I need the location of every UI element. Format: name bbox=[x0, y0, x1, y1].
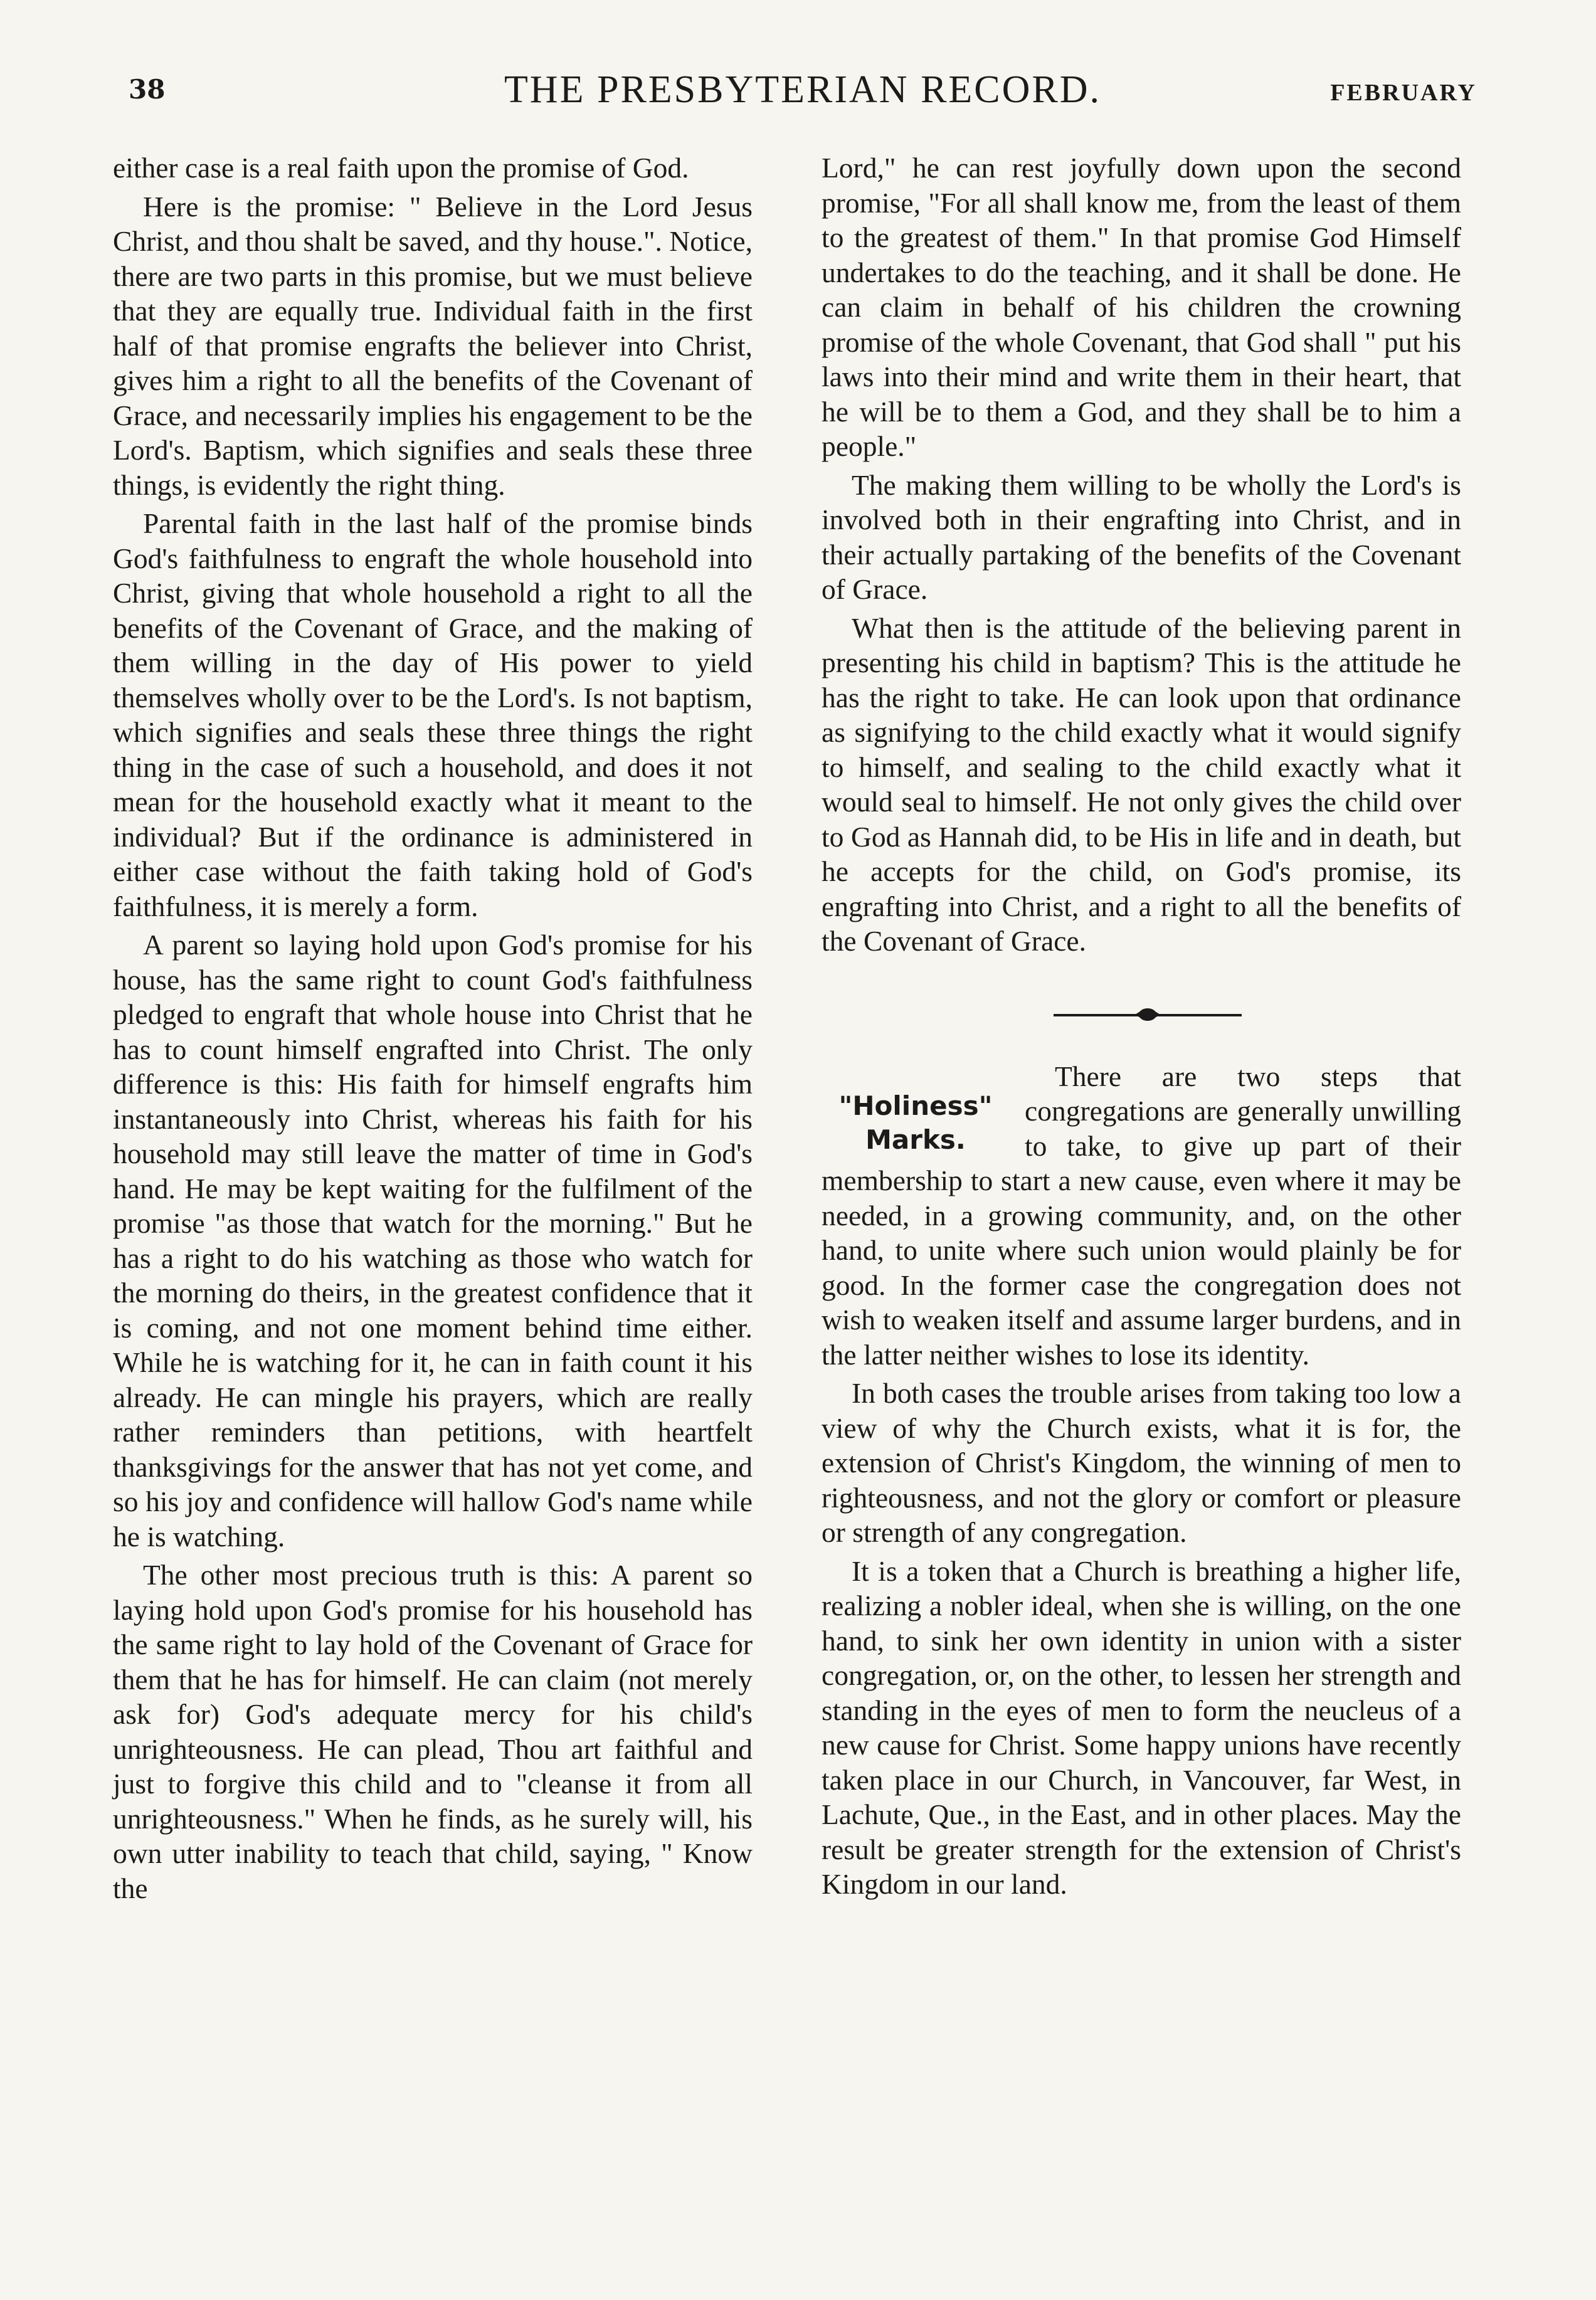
issue-month: FEBRUARY bbox=[1330, 80, 1477, 106]
paragraph: either case is a real faith upon the promise of God. bbox=[113, 152, 689, 184]
paragraph: Lord," he can rest joyfully down upon the second promise, "For all shall know me, from the least of them to the greatest of them." In that promise God Himself undertakes to do the teaching, and it shall be done. He can claim in behalf of his children the crowning promise of the whole Covenant, that God shall " put his laws into their mind and write them in their heart, that he will be to them a God, and they shall be to him a people." bbox=[822, 152, 1461, 462]
paragraph: The other most precious truth is this: A parent so laying hold upon God's promise for his household has the same right to lay hold of the Covenant of Grace for them that he has for himself. He can claim (not merely ask for) God's adequate mercy for his child's unrighteousness. He can plead, Thou art faithful and just to forgive this child and to "cleanse it from all unrighteousness." When he finds, as he surely will, his own utter inability to teach that child, saying, " Know the bbox=[113, 1559, 753, 1904]
paragraph: The making them willing to be wholly the Lord's is involved both in their engrafting into Christ, and in their actually partaking of the benefits of the Covenant of Grace. bbox=[822, 468, 1461, 605]
paragraph: In both cases the trouble arises from taking too low a view of why the Church exists, what it is for, the extension of Christ's Kingdom, the winning of men to righteousness, and not the glory or comfort or pleasure or strength of any congregation. bbox=[822, 1377, 1461, 1548]
section-heading: "Holiness" Marks. bbox=[838, 1090, 993, 1155]
paragraph: What then is the attitude of the believing parent in presenting his child in baptism? This is the attitude he has the right to take. He can look upon that ordinance as signifying to the child exactly what it would signify to himself, and sealing to the child exactly what it would seal to himself. He not only gives the child over to God as Hannah did, to be His in life and in death, but he accepts for the child, on God's promise, its engrafting into Christ, and a right to all the benefits of the Covenant of Grace. bbox=[822, 611, 1461, 957]
right-column bbox=[822, 150, 1461, 1906]
journal-title: THE PRESBYTERIAN RECORD. bbox=[504, 68, 1102, 111]
paragraph: Here is the promise: " Believe in the Lord Jesus Christ, and thou shalt be saved, and thy house.". Notice, there are two parts in this promise, but we must believe that they are equally true. Individual faith in the first half of that promise engrafts the believer into Christ, gives him a right to all the benefits of the Covenant of Grace, and necessarily implies his engagement to be the Lord's. Baptism, which signifies and seals these three things, is evidently the right thing. bbox=[113, 190, 753, 501]
divider-ornament-icon bbox=[1135, 1005, 1160, 1024]
paragraph: A parent so laying hold upon God's promise for his house, has the same right to count God's faithfulness pledged to engraft that whole house into Christ that he has to count himself engrafted into Christ. The only difference is this: His faith for himself engrafts him instantaneously into Christ, whereas his faith for his household may still leave the matter of time in God's hand. He may be kept waiting for the fulfilment of the promise "as those that watch for the morning." But he has a right to do his watching as those who watch for the morning do theirs, in the greatest confidence that it is coming, and not one moment behind time either. While he is watching for it, he can in faith count it his already. He can mingle his prayers, which are really rather reminders than petitions, with heartfelt thanksgivings for the answer that has not yet come, and so his joy and confidence will hallow God's name while he is watching. bbox=[113, 929, 753, 1553]
section-divider bbox=[822, 996, 1461, 1034]
paragraph: It is a token that a Church is breathing a higher life, realizing a nobler ideal, when she is willing, on the one hand, to sink her own identity in union with a sister congregation, or, on the other, to lessen her strength and standing in the eyes of men to form the neucleus of a new cause for Christ. Some happy unions have recently taken place in our Church, in Vancouver, far West, in Lachute, Que., in the East, and in other places. May the result be greater strength for the extension of Christ's Kingdom in our land. bbox=[822, 1554, 1461, 1900]
page-number: 38 bbox=[129, 74, 166, 105]
page-header bbox=[129, 68, 1477, 124]
paragraph: Parental faith in the last half of the promise binds God's faithfulness to engraft the whole household into Christ, giving that whole household a right to all the benefits of the Covenant of Grace, and the making of them willing in the day of His power to yield themselves wholly over to be the Lord's. Is not baptism, which signifies and seals these three things the right thing in the case of such a household, and does it not mean for the household exactly what it meant to the individual? But if the ordinance is administered in either case without the faith taking hold of God's faithfulness, it is merely a form. bbox=[113, 507, 753, 922]
left-column bbox=[113, 150, 753, 1909]
paragraph: There are two steps that congregations are generally unwilling to take, to give up part of their membership to start a new cause, even where it may be needed, in a growing community, and, on the other hand, to unite where such union would plainly be for good. In the former case the congregation does not wish to weaken itself and assume larger burdens, and in the latter neither wishes to lose its identity. bbox=[822, 1060, 1461, 1371]
